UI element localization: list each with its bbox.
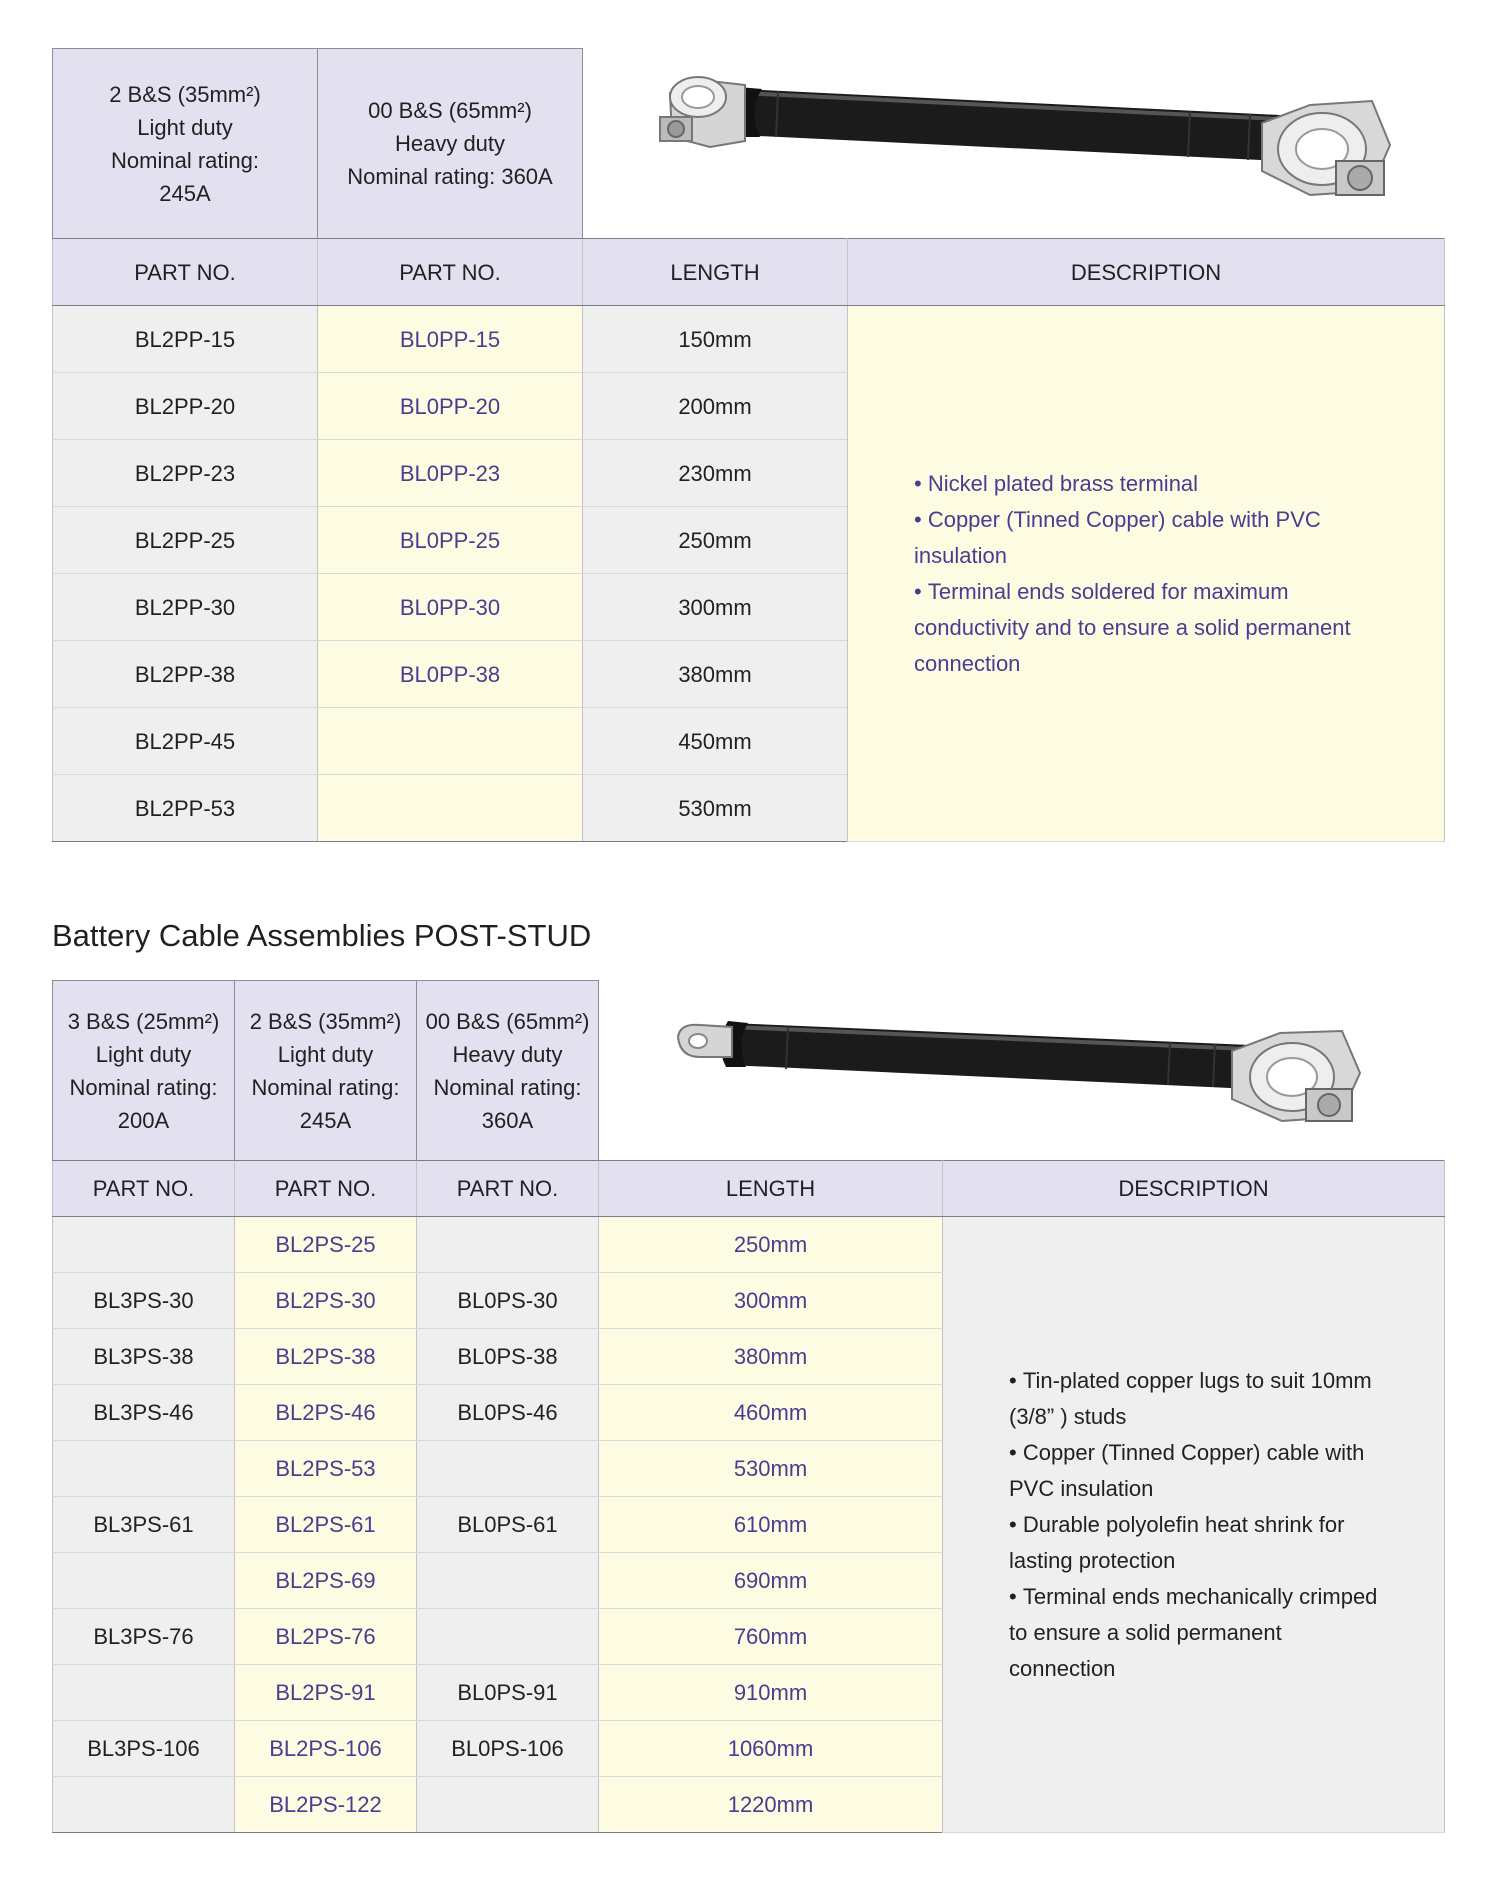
part-no-2bs-cell: BL2PP-53 <box>53 775 318 842</box>
length-cell: 450mm <box>583 708 848 775</box>
part-no-3bs-cell: BL3PS-46 <box>53 1385 235 1441</box>
length-cell: 380mm <box>599 1329 943 1385</box>
length-cell: 910mm <box>599 1665 943 1721</box>
part-no-3bs-cell: BL3PS-61 <box>53 1497 235 1553</box>
part-no-00bs-cell: BL0PP-23 <box>318 440 583 507</box>
description-item: • Terminal ends mechanically crimped to ensure a solid permanent connection <box>1009 1579 1384 1687</box>
part-no-00bs-cell: BL0PP-20 <box>318 373 583 440</box>
part-no-00bs-cell <box>318 775 583 842</box>
column-header-length: LENGTH <box>583 239 848 306</box>
spec-header-00bs: 00 B&S (65mm²) Heavy duty Nominal rating: 360A <box>318 49 583 239</box>
part-no-3bs-cell: BL3PS-106 <box>53 1721 235 1777</box>
battery-cable-post-stud-icon <box>670 995 1370 1155</box>
part-no-2bs-cell: BL2PS-106 <box>235 1721 417 1777</box>
section-title-post-stud: Battery Cable Assemblies POST-STUD <box>52 918 592 953</box>
part-no-2bs-cell: BL2PS-76 <box>235 1609 417 1665</box>
part-no-00bs-cell: BL0PP-25 <box>318 507 583 574</box>
description-item: • Tin-plated copper lugs to suit 10mm (3/8” ) studs <box>1009 1363 1384 1435</box>
part-no-00bs-cell: BL0PS-38 <box>417 1329 599 1385</box>
part-no-00bs-cell <box>417 1553 599 1609</box>
description-item: • Copper (Tinned Copper) cable with PVC insulation <box>914 502 1374 574</box>
part-no-2bs-cell: BL2PS-69 <box>235 1553 417 1609</box>
part-no-00bs-cell <box>318 708 583 775</box>
part-no-00bs-cell <box>417 1609 599 1665</box>
length-cell: 300mm <box>599 1273 943 1329</box>
part-no-2bs-cell: BL2PS-122 <box>235 1777 417 1833</box>
part-no-2bs-cell: BL2PP-15 <box>53 306 318 373</box>
part-no-2bs-cell: BL2PP-30 <box>53 574 318 641</box>
column-header-part-no: PART NO. <box>417 1161 599 1217</box>
part-no-2bs-cell: BL2PP-20 <box>53 373 318 440</box>
length-cell: 250mm <box>583 507 848 574</box>
description-cell <box>943 1217 1445 1833</box>
length-cell: 1220mm <box>599 1777 943 1833</box>
description-list <box>914 466 1374 682</box>
part-no-00bs-cell: BL0PS-46 <box>417 1385 599 1441</box>
column-header-description: DESCRIPTION <box>943 1161 1445 1217</box>
length-cell: 530mm <box>583 775 848 842</box>
part-no-2bs-cell: BL2PS-46 <box>235 1385 417 1441</box>
length-cell: 460mm <box>599 1385 943 1441</box>
part-no-00bs-cell <box>417 1777 599 1833</box>
description-item: • Nickel plated brass terminal <box>914 466 1374 502</box>
part-no-3bs-cell <box>53 1777 235 1833</box>
part-no-2bs-cell: BL2PS-53 <box>235 1441 417 1497</box>
length-cell: 150mm <box>583 306 848 373</box>
length-cell: 250mm <box>599 1217 943 1273</box>
part-no-3bs-cell: BL3PS-38 <box>53 1329 235 1385</box>
length-cell: 530mm <box>599 1441 943 1497</box>
column-header-description: DESCRIPTION <box>848 239 1445 306</box>
part-no-00bs-cell: BL0PP-30 <box>318 574 583 641</box>
part-no-00bs-cell: BL0PS-91 <box>417 1665 599 1721</box>
part-no-3bs-cell: BL3PS-76 <box>53 1609 235 1665</box>
description-cell <box>848 306 1445 842</box>
part-no-2bs-cell: BL2PS-91 <box>235 1665 417 1721</box>
part-no-00bs-cell <box>417 1217 599 1273</box>
length-cell: 380mm <box>583 641 848 708</box>
part-no-2bs-cell: BL2PS-25 <box>235 1217 417 1273</box>
length-cell: 610mm <box>599 1497 943 1553</box>
length-cell: 1060mm <box>599 1721 943 1777</box>
length-cell: 300mm <box>583 574 848 641</box>
length-cell: 200mm <box>583 373 848 440</box>
part-no-3bs-cell <box>53 1441 235 1497</box>
part-no-00bs-cell: BL0PS-106 <box>417 1721 599 1777</box>
part-no-3bs-cell: BL3PS-30 <box>53 1273 235 1329</box>
part-no-3bs-cell <box>53 1553 235 1609</box>
description-item: • Terminal ends soldered for maximum conductivity and to ensure a solid permanent connection <box>914 574 1374 682</box>
part-no-3bs-cell <box>53 1665 235 1721</box>
table-row <box>53 306 1445 373</box>
part-no-00bs-cell: BL0PS-61 <box>417 1497 599 1553</box>
length-cell: 760mm <box>599 1609 943 1665</box>
part-no-2bs-cell: BL2PP-45 <box>53 708 318 775</box>
description-list <box>1009 1363 1384 1687</box>
part-no-2bs-cell: BL2PP-23 <box>53 440 318 507</box>
length-cell: 230mm <box>583 440 848 507</box>
part-no-2bs-cell: BL2PS-61 <box>235 1497 417 1553</box>
spec-header-2bs: 2 B&S (35mm²) Light duty Nominal rating: 245A <box>53 49 318 239</box>
spec-header-00bs: 00 B&S (65mm²) Heavy duty Nominal rating: 360A <box>417 981 599 1161</box>
part-no-00bs-cell: BL0PP-38 <box>318 641 583 708</box>
table-row <box>53 1217 1445 1273</box>
spec-header-2bs: 2 B&S (35mm²) Light duty Nominal rating: 245A <box>235 981 417 1161</box>
description-item: • Durable polyolefin heat shrink for lasting protection <box>1009 1507 1384 1579</box>
part-no-2bs-cell: BL2PS-30 <box>235 1273 417 1329</box>
part-no-00bs-cell <box>417 1441 599 1497</box>
length-cell: 690mm <box>599 1553 943 1609</box>
part-no-2bs-cell: BL2PS-38 <box>235 1329 417 1385</box>
description-item: • Copper (Tinned Copper) cable with PVC insulation <box>1009 1435 1384 1507</box>
battery-cable-post-post-icon <box>650 45 1400 215</box>
column-header-part-no: PART NO. <box>53 239 318 306</box>
part-no-2bs-cell: BL2PP-25 <box>53 507 318 574</box>
spec-header-3bs: 3 B&S (25mm²) Light duty Nominal rating: 200A <box>53 981 235 1161</box>
column-header-part-no: PART NO. <box>235 1161 417 1217</box>
column-header-part-no: PART NO. <box>53 1161 235 1217</box>
part-no-3bs-cell <box>53 1217 235 1273</box>
part-no-00bs-cell: BL0PP-15 <box>318 306 583 373</box>
column-header-part-no: PART NO. <box>318 239 583 306</box>
column-header-length: LENGTH <box>599 1161 943 1217</box>
part-no-00bs-cell: BL0PS-30 <box>417 1273 599 1329</box>
part-no-2bs-cell: BL2PP-38 <box>53 641 318 708</box>
